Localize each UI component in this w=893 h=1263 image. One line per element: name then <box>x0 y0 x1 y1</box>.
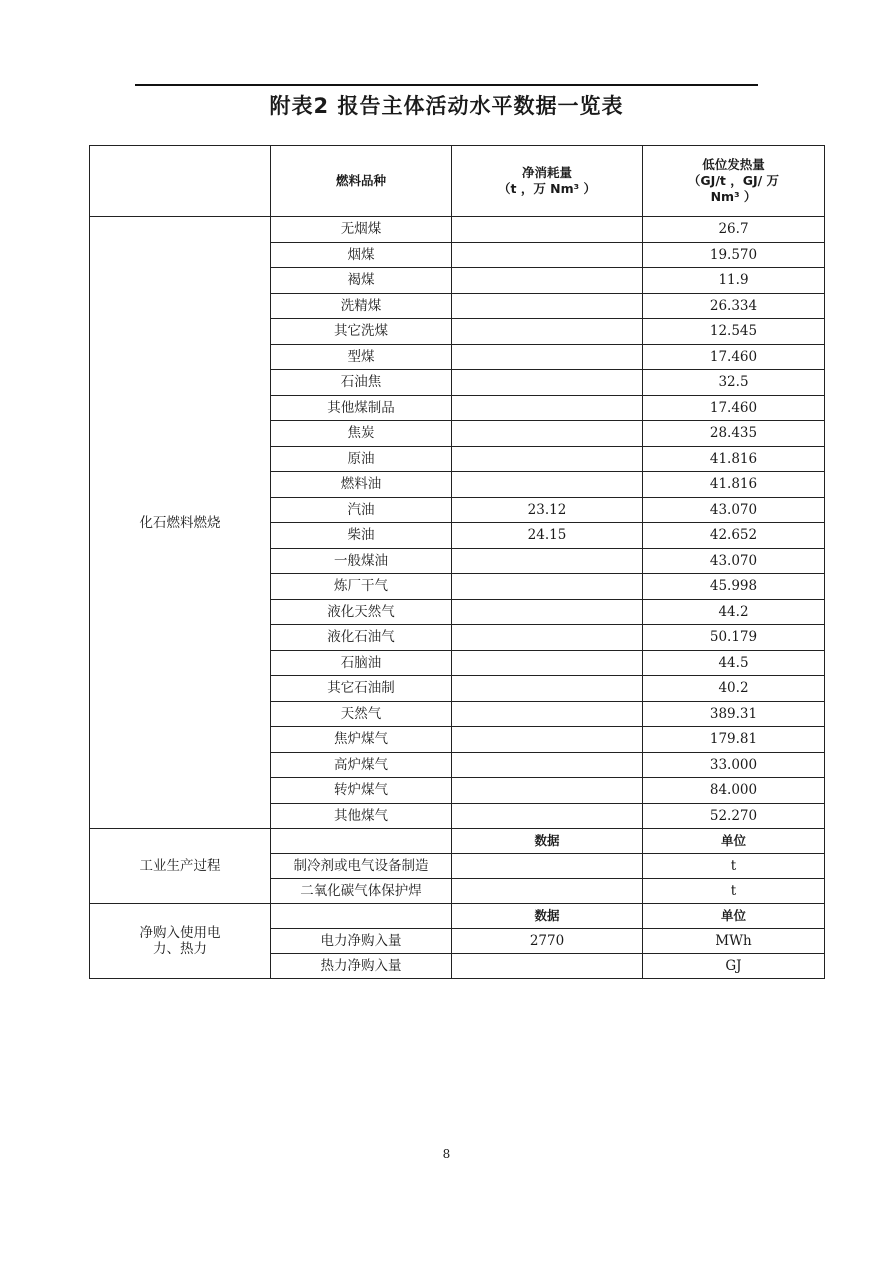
fuel-name: 其它石油制 <box>271 676 452 702</box>
net-consumption-value <box>452 217 643 243</box>
heat-value: 28.435 <box>643 421 825 447</box>
fuel-name: 高炉煤气 <box>271 752 452 778</box>
heat-value: 44.5 <box>643 650 825 676</box>
activity-data-table <box>89 145 825 979</box>
net-consumption-value <box>452 778 643 804</box>
industrial-unit: t <box>643 879 825 904</box>
header-net-consumption-line1: 净消耗量 <box>521 165 572 180</box>
net-consumption-value <box>452 599 643 625</box>
fuel-name: 石油焦 <box>271 370 452 396</box>
heat-value: 11.9 <box>643 268 825 294</box>
purchased-data <box>452 954 643 979</box>
net-consumption-value <box>452 752 643 778</box>
purchased-unit-header: 单位 <box>643 904 825 929</box>
net-consumption-value <box>452 574 643 600</box>
heat-value: 17.460 <box>643 344 825 370</box>
net-consumption-value: 23.12 <box>452 497 643 523</box>
industrial-header-empty <box>271 829 452 854</box>
net-consumption-value <box>452 268 643 294</box>
purchased-unit: MWh <box>643 929 825 954</box>
table-row <box>90 217 825 243</box>
fuel-name: 型煤 <box>271 344 452 370</box>
fuel-name: 焦炭 <box>271 421 452 447</box>
industrial-data <box>452 854 643 879</box>
header-fuel-type: 燃料品种 <box>271 146 452 217</box>
net-consumption-value <box>452 293 643 319</box>
net-consumption-value <box>452 650 643 676</box>
fossil-fuel-section <box>90 217 825 829</box>
heat-value: 44.2 <box>643 599 825 625</box>
purchased-header-empty <box>271 904 452 929</box>
purchased-category <box>90 904 271 979</box>
fossil-category: 化石燃料燃烧 <box>90 217 271 829</box>
purchased-category-line2: 力、热力 <box>153 941 207 957</box>
heat-value: 41.816 <box>643 472 825 498</box>
heat-value: 33.000 <box>643 752 825 778</box>
heat-value: 389.31 <box>643 701 825 727</box>
fuel-name: 烟煤 <box>271 242 452 268</box>
fuel-name: 其他煤制品 <box>271 395 452 421</box>
fuel-name: 无烟煤 <box>271 217 452 243</box>
fuel-name: 燃料油 <box>271 472 452 498</box>
industrial-unit: t <box>643 854 825 879</box>
purchased-category-line1: 净购入使用电 <box>139 925 221 941</box>
heat-value: 40.2 <box>643 676 825 702</box>
net-consumption-value <box>452 625 643 651</box>
fuel-name: 汽油 <box>271 497 452 523</box>
heat-value: 19.570 <box>643 242 825 268</box>
top-rule <box>135 84 758 86</box>
fuel-name: 液化天然气 <box>271 599 452 625</box>
net-consumption-value <box>452 548 643 574</box>
header-net-consumption-line2: （t ，万 Nm³ ） <box>498 181 596 196</box>
heat-value: 43.070 <box>643 497 825 523</box>
heat-value: 26.334 <box>643 293 825 319</box>
industrial-unit-header: 单位 <box>643 829 825 854</box>
net-consumption-value <box>452 242 643 268</box>
fuel-name: 洗精煤 <box>271 293 452 319</box>
document-title: 附表2 报告主体活动水平数据一览表 <box>269 94 624 118</box>
industrial-item: 二氧化碳气体保护焊 <box>271 879 452 904</box>
heat-value: 32.5 <box>643 370 825 396</box>
fuel-name: 柴油 <box>271 523 452 549</box>
header-net-consumption <box>452 146 643 217</box>
net-consumption-value <box>452 727 643 753</box>
fuel-name: 石脑油 <box>271 650 452 676</box>
fuel-name: 其他煤气 <box>271 803 452 829</box>
purchased-data: 2770 <box>452 929 643 954</box>
heat-value: 26.7 <box>643 217 825 243</box>
table-header-row <box>90 146 825 217</box>
header-heat-value <box>643 146 825 217</box>
heat-value: 43.070 <box>643 548 825 574</box>
page-number: 8 <box>442 1147 451 1161</box>
purchased-item: 电力净购入量 <box>271 929 452 954</box>
header-heat-value-line3: Nm³ ） <box>710 189 757 204</box>
net-consumption-value <box>452 701 643 727</box>
fuel-name: 天然气 <box>271 701 452 727</box>
purchased-data-header: 数据 <box>452 904 643 929</box>
industrial-category: 工业生产过程 <box>90 829 271 904</box>
net-consumption-value <box>452 472 643 498</box>
heat-value: 42.652 <box>643 523 825 549</box>
heat-value: 17.460 <box>643 395 825 421</box>
industrial-header-row <box>90 829 825 854</box>
header-heat-value-line2: （GJ/t ，GJ/ 万 <box>687 173 780 188</box>
heat-value: 52.270 <box>643 803 825 829</box>
fuel-name: 液化石油气 <box>271 625 452 651</box>
purchased-item: 热力净购入量 <box>271 954 452 979</box>
industrial-data <box>452 879 643 904</box>
header-empty-cell <box>90 146 271 217</box>
fuel-name: 褐煤 <box>271 268 452 294</box>
header-heat-value-line1: 低位发热量 <box>702 157 765 172</box>
heat-value: 12.545 <box>643 319 825 345</box>
purchased-header-row <box>90 904 825 929</box>
fuel-name: 其它洗煤 <box>271 319 452 345</box>
net-consumption-value <box>452 319 643 345</box>
fuel-name: 一般煤油 <box>271 548 452 574</box>
heat-value: 84.000 <box>643 778 825 804</box>
fuel-name: 焦炉煤气 <box>271 727 452 753</box>
industrial-item: 制冷剂或电气设备制造 <box>271 854 452 879</box>
fuel-name: 原油 <box>271 446 452 472</box>
net-consumption-value: 24.15 <box>452 523 643 549</box>
heat-value: 41.816 <box>643 446 825 472</box>
industrial-data-header: 数据 <box>452 829 643 854</box>
net-consumption-value <box>452 344 643 370</box>
fuel-name: 转炉煤气 <box>271 778 452 804</box>
net-consumption-value <box>452 676 643 702</box>
net-consumption-value <box>452 803 643 829</box>
heat-value: 50.179 <box>643 625 825 651</box>
heat-value: 45.998 <box>643 574 825 600</box>
net-consumption-value <box>452 370 643 396</box>
fuel-name: 炼厂干气 <box>271 574 452 600</box>
net-consumption-value <box>452 446 643 472</box>
net-consumption-value <box>452 395 643 421</box>
net-consumption-value <box>452 421 643 447</box>
heat-value: 179.81 <box>643 727 825 753</box>
purchased-unit: GJ <box>643 954 825 979</box>
